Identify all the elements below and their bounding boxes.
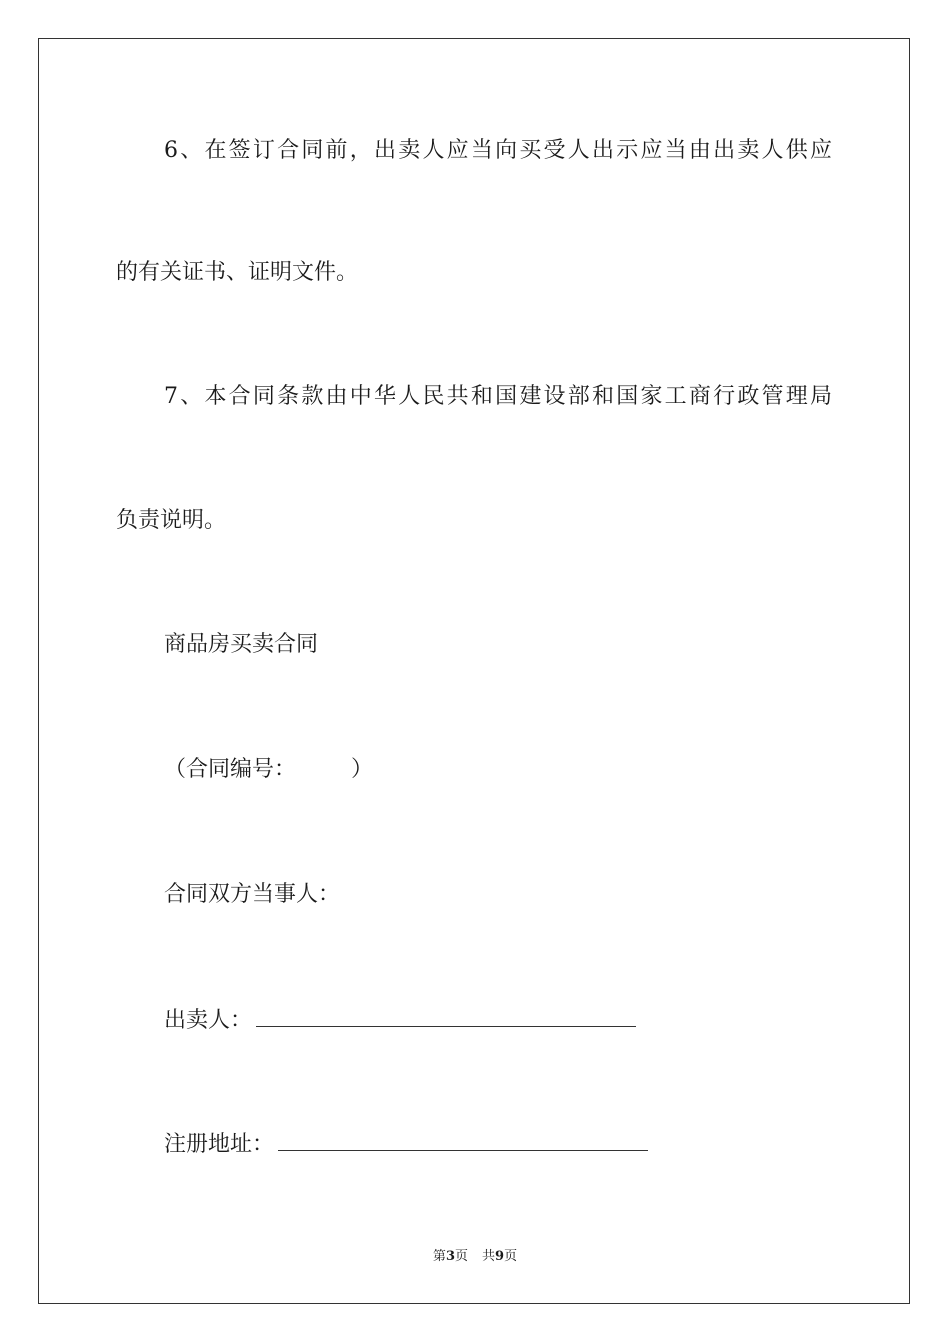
seller-blank-line [256,1025,636,1027]
contract-number: （合同编号： ） [164,757,374,782]
address-label: 注册地址： [164,1132,275,1157]
contract-title: 商品房买卖合同 [164,632,319,657]
footer-page-current: 3 [445,1249,455,1264]
address-blank-line [278,1149,648,1151]
footer-page-total: 9 [495,1249,505,1264]
footer-total-prefix: 共 [482,1249,496,1264]
paragraph-6-line-2: 的有关证书、证明文件。 [116,260,359,285]
paragraph-7-line-1: 7、本合同条款由中华人民共和国建设部和国家工商行政管理局 [164,384,832,409]
footer-total-suffix: 页 [504,1249,518,1264]
paragraph-6-line-1: 6、在签订合同前，出卖人应当向买受人出示应当由出卖人供应 [164,138,832,163]
page-footer [0,1248,950,1266]
page-border [38,38,910,1304]
footer-page-prefix: 第 [432,1249,446,1264]
parties-heading: 合同双方当事人： [164,882,341,907]
seller-label: 出卖人： [164,1008,253,1033]
paragraph-7-line-2: 负责说明。 [116,508,227,533]
address-row [164,1130,648,1160]
footer-page-mid: 页 [454,1249,468,1264]
seller-row [164,1006,636,1036]
